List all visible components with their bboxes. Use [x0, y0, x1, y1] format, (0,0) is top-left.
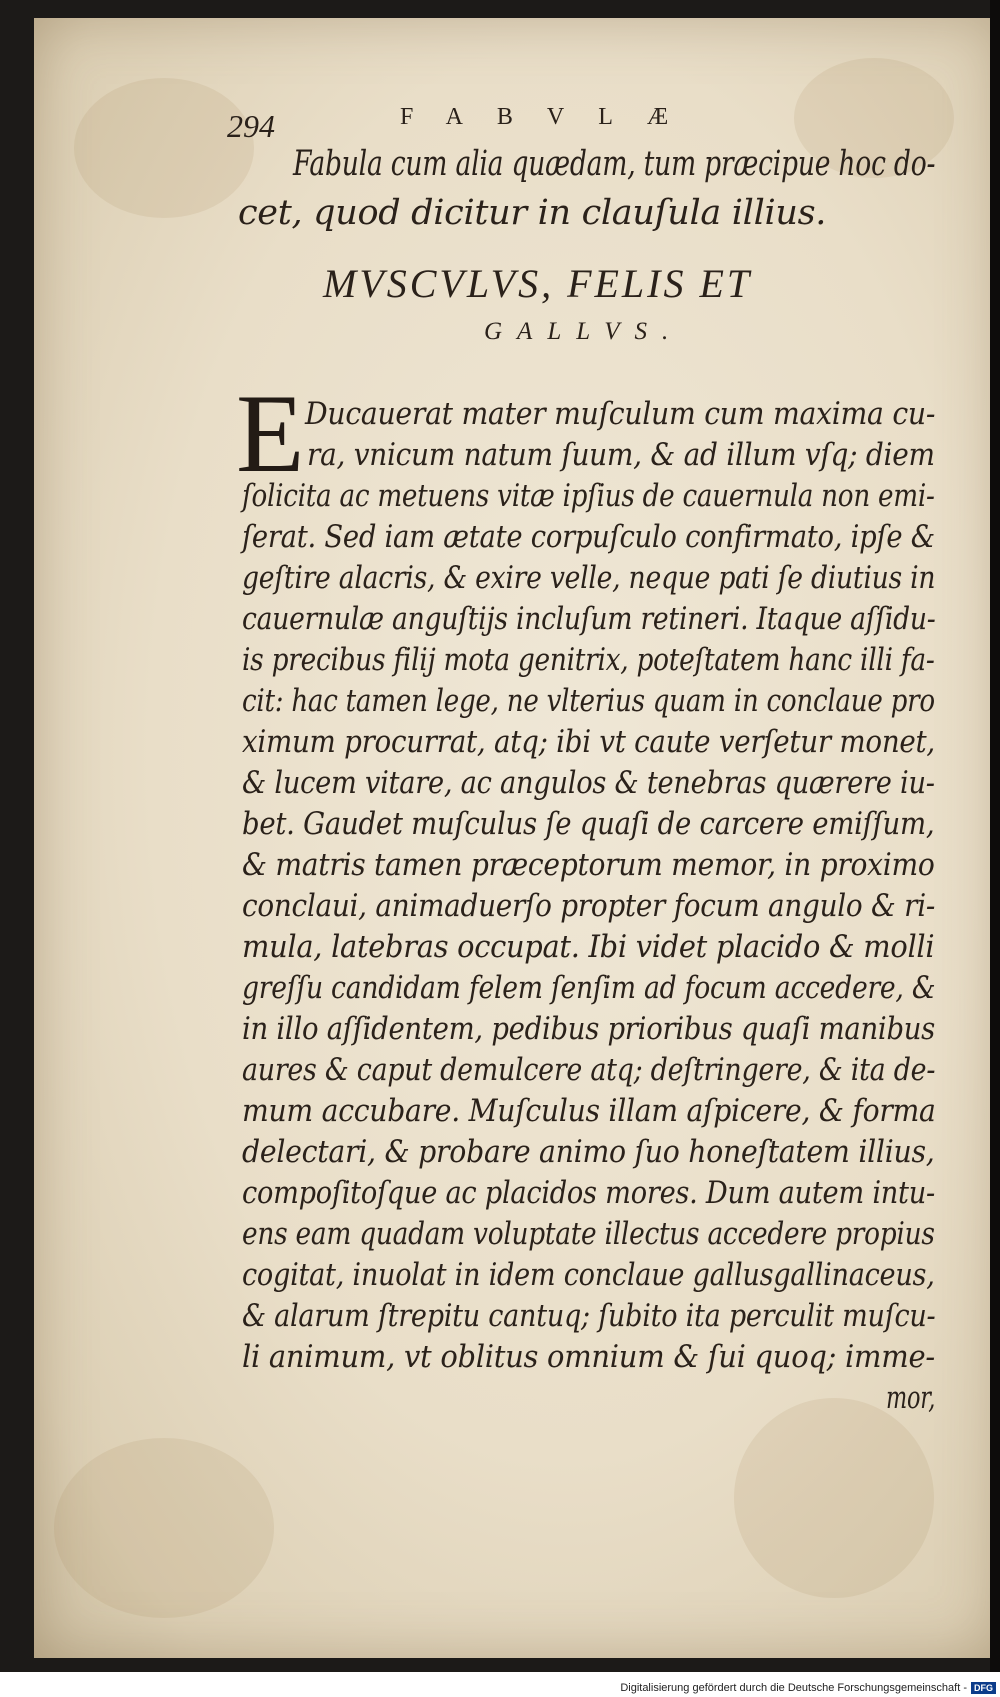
- intro-line: Fabula cum alia quædam, tum præcipue hoc do-: [293, 144, 936, 184]
- body-line: ximum procurrat, atq; ibi vt caute verſetur monet,: [242, 724, 935, 760]
- page-edge: [990, 0, 1000, 1672]
- digitization-credit: [620, 1682, 996, 1694]
- page-number: 294: [227, 108, 275, 144]
- body-line: in illo aſſidentem, pedibus prioribus quaſi manibus: [242, 1011, 936, 1047]
- intro-line: cet, quod dicitur in clauſula illius.: [238, 193, 827, 233]
- body-line: mula, latebras occupat. Ibi videt placido & molli: [242, 929, 935, 965]
- body-line: & matris tamen præceptorum memor, in proximo: [242, 847, 935, 883]
- fable-title: MVSCVLVS, FELIS ET: [323, 261, 753, 306]
- body-line: greſſu candidam felem ſenſim ad focum accedere, &: [242, 970, 936, 1006]
- body-line: li animum, vt oblitus omnium & ſui quoq; imme-: [242, 1339, 935, 1375]
- fable-title-continued: GALLVS.: [484, 318, 684, 345]
- body-line: ens eam quadam voluptate illectus accedere propius: [242, 1216, 935, 1252]
- body-line: aures & caput demulcere atq; deſtringere, & ita de-: [242, 1052, 936, 1088]
- dfg-logo: DFG: [971, 1682, 996, 1694]
- catchword: mor,: [886, 1380, 936, 1416]
- body-line: ra, vnicum natum ſuum, & ad illum vſq; diem: [307, 437, 935, 473]
- foxing-stain: [734, 1398, 934, 1598]
- body-line: cit: hac tamen lege, ne vlterius quam in conclaue pro: [242, 683, 935, 719]
- credit-text: Digitalisierung gefördert durch die Deutsche Forschungsgemeinschaft -: [620, 1682, 967, 1694]
- body-line: cogitat, inuolat in idem conclaue gallusgallinaceus,: [242, 1257, 935, 1293]
- body-line: ſerat. Sed iam ætate corpuſculo confirmato, ipſe &: [242, 519, 935, 555]
- body-line: compoſitoſque ac placidos mores. Dum autem intu-: [242, 1175, 935, 1211]
- body-line: delectari, & probare animo ſuo honeſtatem illius,: [242, 1134, 935, 1170]
- body-line: is precibus filij mota genitrix, poteſtatem hanc illi fa-: [242, 642, 935, 678]
- body-line: ſolicita ac metuens vitæ ipſius de cauernula non emi-: [242, 478, 935, 514]
- body-line: Ducauerat mater muſculum cum maxima cu-: [305, 396, 936, 432]
- body-line: bet. Gaudet muſculus ſe quaſi de carcere emiſſum,: [242, 806, 935, 842]
- body-line: & lucem vitare, ac angulos & tenebras quærere iu-: [242, 765, 935, 801]
- body-line: conclaui, animaduerſo propter focum angulo & ri-: [242, 888, 936, 924]
- foxing-stain: [74, 78, 254, 218]
- foxing-stain: [54, 1438, 274, 1618]
- body-line: cauernulæ anguſtijs incluſum retineri. Itaque aſſidu-: [242, 601, 936, 637]
- body-line: mum accubare. Muſculus illam aſpicere, & forma: [242, 1093, 936, 1129]
- body-line: & alarum ſtrepitu cantuq; ſubito ita perculit muſcu-: [242, 1298, 936, 1334]
- drop-cap-initial: E: [236, 372, 305, 496]
- running-title: FABVLÆ: [400, 104, 703, 130]
- body-line: geſtire alacris, & exire velle, neque pati ſe diutius in: [242, 560, 936, 596]
